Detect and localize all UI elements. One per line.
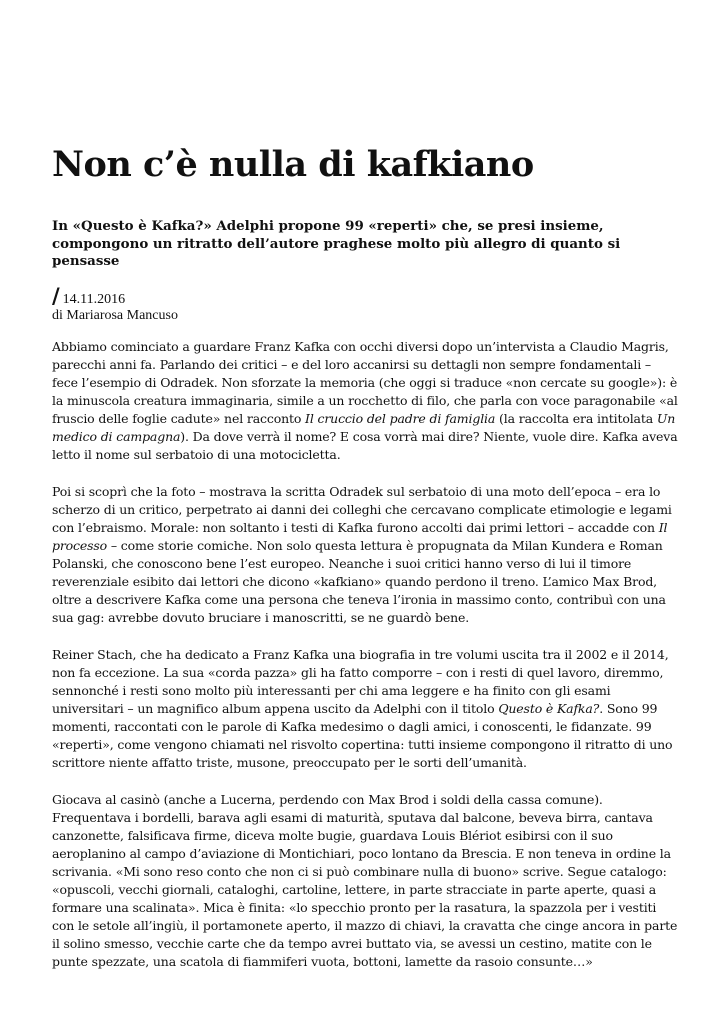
italic-title: Questo è Kafka?	[498, 701, 600, 716]
paragraph-line: sua gag: avrebbe dovuto bruciare i manoscritti, se ne guardò bene.	[52, 610, 470, 625]
paragraph-line: Giocava al casinò (anche a Lucerna, perdendo con Max Brod i soldi della cassa comune).	[52, 792, 603, 807]
body-paragraph	[52, 338, 678, 464]
paragraph-line: Polanski, che conoscono bene l’est europeo. Neanche i suoi critici hanno verso di lui il timore	[52, 556, 632, 571]
paragraph-line: «reperti», come vengono chiamati nel risvolto copertina: tutti insieme compongono il ritratto di uno	[52, 737, 673, 752]
italic-title: processo	[52, 538, 108, 553]
article-meta	[52, 284, 178, 324]
paragraph-line: sennonché i resti sono molto più interessanti per chi ama leggere e ha finito con gli esami	[52, 683, 611, 698]
paragraph-line: medico di campagna). Da dove verrà il nome? E cosa vorrà mai dire? Niente, vuole dire. Kafka aveva	[52, 429, 678, 444]
paragraph-line: il solino smesso, vecchie carte che da tempo avrei buttato via, se avessi un cestino, matite con le	[52, 936, 652, 951]
paragraph-line: con le setole all’ingiù, il portamonete aperto, il mazzo di chiavi, la cravatta che cinge ancora in parte	[52, 918, 678, 933]
subtitle-line: In «Questo è Kafka?» Adelphi propone 99 «reperti» che, se presi insieme,	[52, 218, 604, 234]
paragraph-line: fece l’esempio di Odradek. Non sforzate la memoria (che oggi si traduce «non cercate su google»): è	[52, 375, 678, 390]
article-byline: di Mariarosa Mancuso	[52, 308, 178, 323]
article-body	[52, 338, 678, 990]
paragraph-line: processo – come storie comiche. Non solo questa lettura è propugnata da Milan Kundera e Roman	[52, 538, 663, 553]
italic-title: Il cruccio del padre di famiglia	[305, 411, 496, 426]
body-paragraph	[52, 791, 678, 971]
paragraph-line: Frequentava i bordelli, barava agli esami di maturità, sputava dal balcone, beveva birra, cantava	[52, 810, 653, 825]
article-date: 14.11.2016	[62, 292, 126, 307]
paragraph-line: formare una scalinata». Mica è finita: «lo specchio pronto per la rasatura, la spazzola per i vestiti	[52, 900, 657, 915]
italic-title: Un	[656, 411, 676, 426]
paragraph-line: momenti, raccontati con le parole di Kafka medesimo o dagli amici, i conoscenti, le fidanzate. 99	[52, 719, 652, 734]
paragraph-line: oltre a descrivere Kafka come una persona che teneva l’ironia in massimo conto, contribuì con una	[52, 592, 666, 607]
paragraph-line: con l’ebraismo. Morale: non soltanto i testi di Kafka furono accolti dai primi lettori – accadde con Il	[52, 520, 668, 535]
article-subtitle	[52, 218, 652, 271]
paragraph-line: «opuscoli, vecchi giornali, cataloghi, cartoline, lettere, in parte stracciate in parte aperte, quasi a	[52, 882, 657, 897]
paragraph-line: scrivania. «Mi sono reso conto che non ci si può combinare nulla di buono» scrive. Segue catalogo:	[52, 864, 667, 879]
paragraph-line: Poi si scoprì che la foto – mostrava la scritta Odradek sul serbatoio di una moto dell’epoca – era lo	[52, 484, 661, 499]
paragraph-line: parecchi anni fa. Parlando dei critici – e del loro accanirsi su dettagli non sempre fondamentali –	[52, 357, 652, 372]
article-title: Non c’è nulla di kafkiano	[52, 144, 534, 185]
paragraph-line: letto il nome sul serbatoio di una motocicletta.	[52, 447, 341, 462]
paragraph-line: scrittore niente affatto triste, musone, preoccupato per le sorti dell’umanità.	[52, 755, 527, 770]
italic-title: Il	[658, 520, 668, 535]
paragraph-line: Reiner Stach, che ha dedicato a Franz Kafka una biografia in tre volumi uscita tra il 2002 e il 2014,	[52, 647, 669, 662]
body-paragraph	[52, 646, 673, 772]
italic-title: medico di campagna	[52, 429, 181, 444]
paragraph-line: canzonette, falsificava firme, diceva molte bugie, guardava Louis Blériot esibirsi con il suo	[52, 828, 613, 843]
paragraph-line: aeroplanino al campo d’aviazione di Montichiari, poco lontano da Brescia. E non teneva in ordine la	[52, 846, 671, 861]
slash-mark: /	[52, 284, 60, 308]
paragraph-line: scherzo di un critico, perpetrato ai danni dei colleghi che cercavano complicate etimologie e legami	[52, 502, 672, 517]
date-line	[52, 284, 178, 308]
paragraph-line: la minuscola creatura immaginaria, simile a un rocchetto di filo, che parla con voce paragonabile «al	[52, 393, 678, 408]
paragraph-line: reverenziale esibito dai lettori che dicono «kafkiano» quando perdono il treno. L’amico Max Brod,	[52, 574, 657, 589]
paragraph-line: universitari – un magnifico album appena uscito da Adelphi con il titolo Questo è Kafka?. Sono 99	[52, 701, 658, 716]
paragraph-line: Abbiamo cominciato a guardare Franz Kafka con occhi diversi dopo un’intervista a Claudio Magris,	[52, 339, 669, 354]
body-paragraph	[52, 483, 670, 627]
paragraph-line: punte spezzate, una scatola di fiammiferi vuota, bottoni, lamette da rasoio consunte…»	[52, 954, 593, 969]
paragraph-line: fruscio delle foglie cadute» nel racconto Il cruccio del padre di famiglia (la raccolta era intitolata Un	[52, 411, 676, 426]
subtitle-line: pensasse	[52, 253, 120, 269]
subtitle-line: compongono un ritratto dell’autore praghese molto più allegro di quanto si	[52, 235, 621, 252]
paragraph-line: non fa eccezione. La sua «corda pazza» gli ha fatto comporre – con i resti di quel lavoro, diremmo,	[52, 665, 664, 680]
